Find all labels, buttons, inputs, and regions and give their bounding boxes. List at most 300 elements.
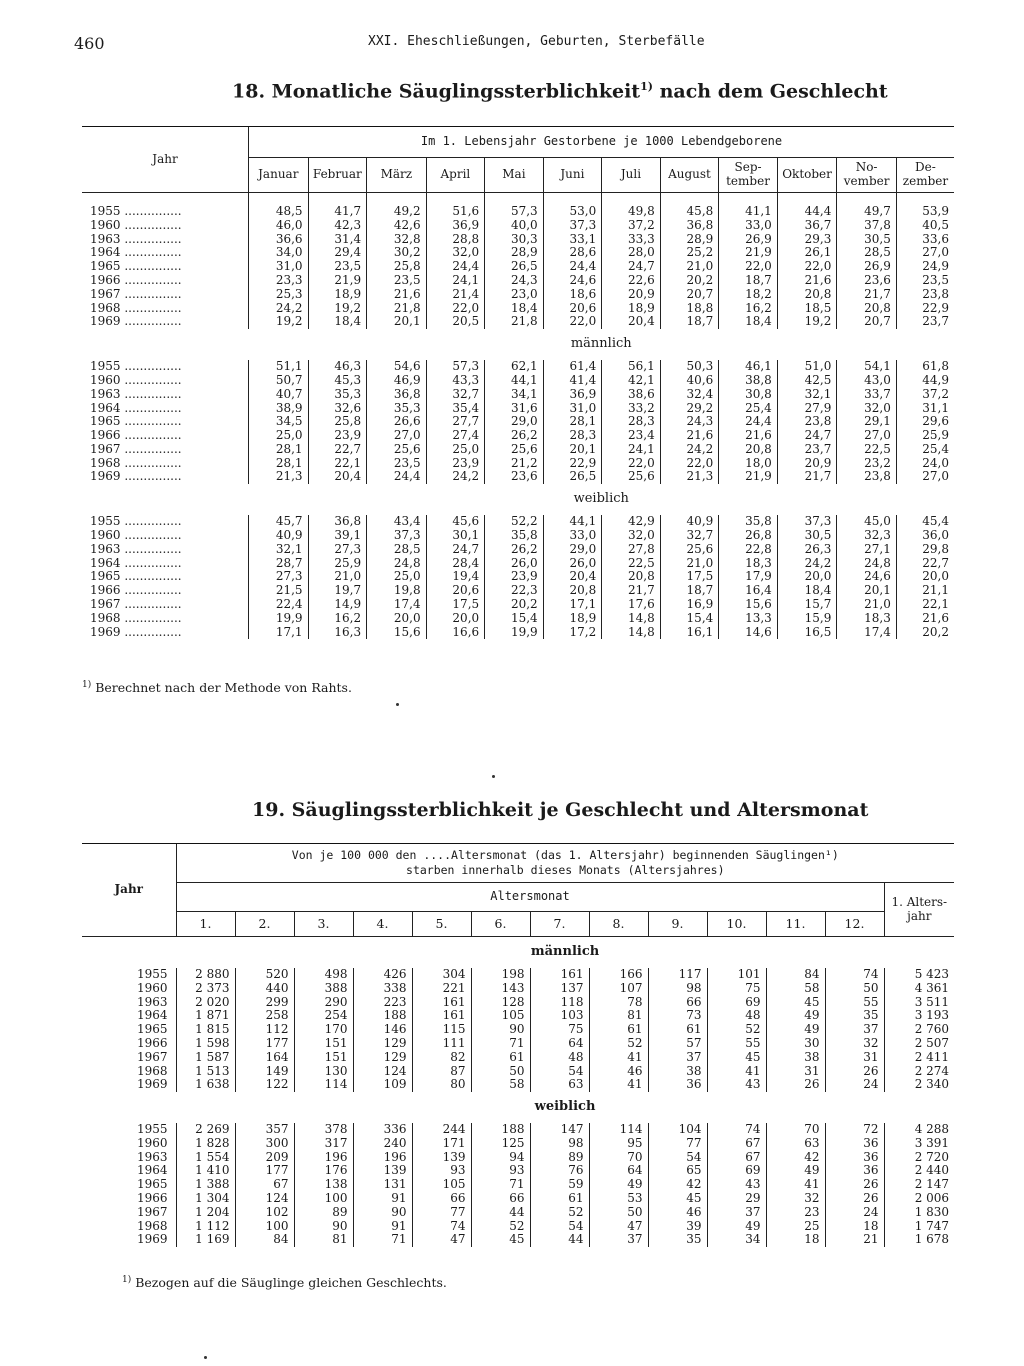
- value-cell: 46: [589, 1065, 648, 1079]
- year-cell: 1960: [136, 1135, 168, 1150]
- value-cell: 37: [589, 1233, 648, 1247]
- running-header: XXI. Eheschließungen, Geburten, Sterbefälle: [368, 34, 705, 49]
- value-cell: 23,5: [308, 260, 367, 274]
- table-row: [82, 1233, 954, 1247]
- value-cell: 54: [530, 1065, 589, 1079]
- value-cell: 57,3: [426, 360, 485, 374]
- value-cell: 30,5: [837, 233, 897, 247]
- value-cell: 28,9: [485, 246, 544, 260]
- table-row: [82, 1051, 954, 1065]
- value-cell: 21,2: [485, 457, 544, 471]
- month-header: 3.: [294, 912, 353, 937]
- year-cell: 1960 ...............: [90, 218, 182, 232]
- value-cell: 28,0: [602, 246, 661, 260]
- value-cell: 46,9: [367, 374, 427, 388]
- value-cell: 18,7: [719, 274, 778, 288]
- value-cell: 299: [235, 996, 294, 1010]
- value-cell: 21,6: [777, 274, 837, 288]
- table-row: [82, 584, 954, 598]
- value-cell: 176: [294, 1164, 353, 1178]
- year-cell: 1966: [136, 1035, 168, 1050]
- value-cell: 20,8: [543, 584, 602, 598]
- table-row: [82, 402, 954, 416]
- value-cell: 25,3: [249, 288, 309, 302]
- value-cell: 1 830: [884, 1206, 954, 1220]
- value-cell: 17,4: [367, 598, 427, 612]
- value-cell: 20,1: [543, 443, 602, 457]
- value-cell: 30,2: [367, 246, 427, 260]
- value-cell: 2 269: [176, 1123, 235, 1137]
- value-cell: 4 288: [884, 1123, 954, 1137]
- value-cell: 28,3: [543, 429, 602, 443]
- value-cell: 46,0: [249, 219, 309, 233]
- month-header: Januar: [249, 158, 309, 193]
- value-cell: 36: [825, 1151, 884, 1165]
- value-cell: 49,8: [602, 205, 661, 219]
- month-header: Juli: [602, 158, 661, 193]
- value-cell: 52: [530, 1206, 589, 1220]
- value-cell: 21,6: [719, 429, 778, 443]
- value-cell: 54,6: [367, 360, 427, 374]
- table-row: [82, 274, 954, 288]
- value-cell: 35,8: [485, 529, 544, 543]
- month-header: April: [426, 158, 485, 193]
- value-cell: 53,9: [896, 205, 954, 219]
- value-cell: 124: [353, 1065, 412, 1079]
- value-cell: 18,4: [777, 584, 837, 598]
- value-cell: 30: [766, 1037, 825, 1051]
- value-cell: 128: [471, 996, 530, 1010]
- value-cell: 130: [294, 1065, 353, 1079]
- value-cell: 20,1: [837, 584, 897, 598]
- table-row: [82, 457, 954, 471]
- value-cell: 111: [412, 1037, 471, 1051]
- value-cell: 124: [235, 1192, 294, 1206]
- value-cell: 149: [235, 1065, 294, 1079]
- value-cell: 36,7: [777, 219, 837, 233]
- value-cell: 21,3: [249, 470, 309, 484]
- value-cell: 338: [353, 982, 412, 996]
- table-row: [82, 529, 954, 543]
- value-cell: 24,4: [543, 260, 602, 274]
- value-cell: 240: [353, 1137, 412, 1151]
- table-row: [82, 360, 954, 374]
- value-cell: 32,1: [249, 543, 309, 557]
- value-cell: 71: [471, 1037, 530, 1051]
- month-header: 5.: [412, 912, 471, 937]
- value-cell: 102: [235, 1206, 294, 1220]
- value-cell: 20,9: [602, 288, 661, 302]
- value-cell: 24,0: [896, 457, 954, 471]
- value-cell: 23,9: [308, 429, 367, 443]
- value-cell: 2 020: [176, 996, 235, 1010]
- value-cell: 22,0: [543, 315, 602, 329]
- value-cell: 19,2: [308, 302, 367, 316]
- value-cell: 258: [235, 1009, 294, 1023]
- value-cell: 18,4: [485, 302, 544, 316]
- value-cell: 55: [825, 996, 884, 1010]
- value-cell: 32,8: [367, 233, 427, 247]
- value-cell: 107: [589, 982, 648, 996]
- value-cell: 61: [530, 1192, 589, 1206]
- value-cell: 43,3: [426, 374, 485, 388]
- value-cell: 196: [294, 1151, 353, 1165]
- value-cell: 357: [235, 1123, 294, 1137]
- value-cell: 37,3: [543, 219, 602, 233]
- value-cell: 23,7: [777, 443, 837, 457]
- value-cell: 22,4: [249, 598, 309, 612]
- value-cell: 35,8: [719, 515, 778, 529]
- value-cell: 81: [294, 1233, 353, 1247]
- value-cell: 45,0: [837, 515, 897, 529]
- value-cell: 37,3: [367, 529, 427, 543]
- year-cell: 1964 ...............: [90, 401, 182, 415]
- value-cell: 18,2: [719, 288, 778, 302]
- value-cell: 75: [707, 982, 766, 996]
- value-cell: 161: [412, 1009, 471, 1023]
- value-cell: 244: [412, 1123, 471, 1137]
- table-row: [82, 1192, 954, 1206]
- value-cell: 44: [471, 1206, 530, 1220]
- value-cell: 89: [530, 1151, 589, 1165]
- value-cell: 26: [825, 1192, 884, 1206]
- value-cell: 41: [589, 1078, 648, 1092]
- value-cell: 137: [530, 982, 589, 996]
- value-cell: 26,2: [485, 543, 544, 557]
- table-18-title-footnote-mark: 1): [640, 80, 653, 93]
- value-cell: 37: [648, 1051, 707, 1065]
- value-cell: 22,0: [426, 302, 485, 316]
- table-18-footnote-text: Berechnet nach der Methode von Rahts.: [91, 680, 352, 696]
- value-cell: 22,1: [896, 598, 954, 612]
- value-cell: 30,8: [719, 388, 778, 402]
- value-cell: 40,7: [249, 388, 309, 402]
- value-cell: 15,4: [485, 612, 544, 626]
- value-cell: 19,9: [249, 612, 309, 626]
- value-cell: 32,7: [660, 529, 719, 543]
- value-cell: 27,0: [367, 429, 427, 443]
- value-cell: 20,4: [602, 315, 661, 329]
- value-cell: 45: [648, 1192, 707, 1206]
- value-cell: 17,6: [602, 598, 661, 612]
- month-header: 8.: [589, 912, 648, 937]
- value-cell: 27,0: [896, 246, 954, 260]
- table-row: [82, 996, 954, 1010]
- value-cell: 21,0: [660, 260, 719, 274]
- value-cell: 317: [294, 1137, 353, 1151]
- year-cell: 1965 ...............: [90, 260, 182, 274]
- value-cell: 61,4: [543, 360, 602, 374]
- value-cell: 18,3: [837, 612, 897, 626]
- value-cell: 67: [707, 1137, 766, 1151]
- value-cell: 84: [235, 1233, 294, 1247]
- year-cell: 1955: [136, 1122, 168, 1137]
- value-cell: 25,2: [660, 246, 719, 260]
- table-row: [82, 388, 954, 402]
- value-cell: 28,3: [602, 415, 661, 429]
- value-cell: 2 411: [884, 1051, 954, 1065]
- value-cell: 24,3: [660, 415, 719, 429]
- value-cell: 23,7: [896, 315, 954, 329]
- value-cell: 50,7: [249, 374, 309, 388]
- value-cell: 45,6: [426, 515, 485, 529]
- table-19: [82, 844, 954, 1247]
- value-cell: 43,4: [367, 515, 427, 529]
- value-cell: 18,4: [308, 315, 367, 329]
- value-cell: 40,6: [660, 374, 719, 388]
- year-cell: 1969 ...............: [90, 470, 182, 484]
- value-cell: 18,6: [543, 288, 602, 302]
- table-row: [82, 543, 954, 557]
- value-cell: 51,6: [426, 205, 485, 219]
- table-18: [82, 127, 954, 639]
- value-cell: 20,4: [308, 470, 367, 484]
- month-header: De- zember: [896, 158, 954, 193]
- value-cell: 101: [707, 968, 766, 982]
- value-cell: 22,5: [602, 557, 661, 571]
- value-cell: 94: [471, 1151, 530, 1165]
- value-cell: 21: [825, 1233, 884, 1247]
- value-cell: 21,9: [719, 246, 778, 260]
- value-cell: 146: [353, 1023, 412, 1037]
- table-19-footnote-mark: 1): [122, 1275, 132, 1285]
- value-cell: 35: [825, 1009, 884, 1023]
- value-cell: 21,3: [660, 470, 719, 484]
- value-cell: 100: [294, 1192, 353, 1206]
- value-cell: 23,8: [777, 415, 837, 429]
- value-cell: 33,2: [602, 402, 661, 416]
- value-cell: 20,9: [777, 457, 837, 471]
- value-cell: 20,0: [367, 612, 427, 626]
- year-cell: 1963: [136, 994, 168, 1009]
- value-cell: 161: [530, 968, 589, 982]
- table-row: [82, 598, 954, 612]
- value-cell: 14,8: [602, 612, 661, 626]
- value-cell: 109: [353, 1078, 412, 1092]
- year-cell: 1955: [136, 966, 168, 981]
- value-cell: 45,8: [660, 205, 719, 219]
- value-cell: 20,2: [896, 626, 954, 640]
- value-cell: 118: [530, 996, 589, 1010]
- value-cell: 138: [294, 1178, 353, 1192]
- value-cell: 20,0: [896, 570, 954, 584]
- value-cell: 61: [648, 1023, 707, 1037]
- year-cell: 1969: [136, 1077, 168, 1092]
- value-cell: 51,0: [777, 360, 837, 374]
- value-cell: 2 720: [884, 1151, 954, 1165]
- value-cell: 91: [353, 1192, 412, 1206]
- value-cell: 20,2: [485, 598, 544, 612]
- value-cell: 26,5: [485, 260, 544, 274]
- value-cell: 36,8: [367, 388, 427, 402]
- value-cell: 28,5: [367, 543, 427, 557]
- value-cell: 520: [235, 968, 294, 982]
- year-cell: 1968: [136, 1063, 168, 1078]
- value-cell: 27,0: [896, 470, 954, 484]
- value-cell: 23: [766, 1206, 825, 1220]
- value-cell: 43,0: [837, 374, 897, 388]
- value-cell: 22,0: [777, 260, 837, 274]
- value-cell: 35,3: [367, 402, 427, 416]
- value-cell: 24: [825, 1206, 884, 1220]
- value-cell: 21,6: [660, 429, 719, 443]
- year-cell: 1969: [136, 1232, 168, 1247]
- value-cell: 87: [412, 1065, 471, 1079]
- table-row: [82, 246, 954, 260]
- year-cell: 1963 ...............: [90, 542, 182, 556]
- value-cell: 22,9: [896, 302, 954, 316]
- value-cell: 16,4: [719, 584, 778, 598]
- value-cell: 21,6: [367, 288, 427, 302]
- value-cell: 37,8: [837, 219, 897, 233]
- value-cell: 20,8: [777, 288, 837, 302]
- value-cell: 35: [648, 1233, 707, 1247]
- year-cell: 1964: [136, 1008, 168, 1023]
- table-18-title: [232, 80, 888, 102]
- table-19-footnote: [122, 1275, 447, 1290]
- table-row: [82, 982, 954, 996]
- month-header: 6.: [471, 912, 530, 937]
- year-header: Jahr: [82, 844, 176, 937]
- value-cell: 388: [294, 982, 353, 996]
- value-cell: 45: [766, 996, 825, 1010]
- value-cell: 22,0: [602, 457, 661, 471]
- value-cell: 90: [294, 1220, 353, 1234]
- value-cell: 26,8: [719, 529, 778, 543]
- section-label: weiblich: [534, 1099, 596, 1115]
- value-cell: 24,9: [896, 260, 954, 274]
- value-cell: 31,0: [543, 402, 602, 416]
- value-cell: 49,7: [837, 205, 897, 219]
- value-cell: 42,1: [602, 374, 661, 388]
- value-cell: 41: [766, 1178, 825, 1192]
- value-cell: 20,0: [426, 612, 485, 626]
- value-cell: 26,6: [367, 415, 427, 429]
- value-cell: 50,3: [660, 360, 719, 374]
- table-row: [82, 1037, 954, 1051]
- value-cell: 38: [648, 1065, 707, 1079]
- value-cell: 29,1: [837, 415, 897, 429]
- value-cell: 27,4: [426, 429, 485, 443]
- value-cell: 45: [471, 1233, 530, 1247]
- table-row: [82, 288, 954, 302]
- value-cell: 15,6: [719, 598, 778, 612]
- year-cell: 1955 ...............: [90, 515, 182, 529]
- value-cell: 2 507: [884, 1037, 954, 1051]
- value-cell: 90: [353, 1206, 412, 1220]
- value-cell: 304: [412, 968, 471, 982]
- value-cell: 4 361: [884, 982, 954, 996]
- value-cell: 25,9: [896, 429, 954, 443]
- value-cell: 28,1: [543, 415, 602, 429]
- value-cell: 1 112: [176, 1220, 235, 1234]
- value-cell: 24,4: [426, 260, 485, 274]
- year-cell: 1960 ...............: [90, 529, 182, 543]
- value-cell: 25,9: [308, 557, 367, 571]
- value-cell: 21,8: [485, 315, 544, 329]
- month-header: 1.: [176, 912, 235, 937]
- year-cell: 1965 ...............: [90, 570, 182, 584]
- year-cell: 1955 ...............: [90, 205, 182, 218]
- value-cell: 14,8: [602, 626, 661, 640]
- month-header: 9.: [648, 912, 707, 937]
- value-cell: 43: [707, 1078, 766, 1092]
- value-cell: 129: [353, 1051, 412, 1065]
- value-cell: 95: [589, 1137, 648, 1151]
- year-cell: 1963 ...............: [90, 232, 182, 246]
- value-cell: 18,4: [719, 315, 778, 329]
- value-cell: 19,8: [367, 584, 427, 598]
- value-cell: 17,5: [660, 570, 719, 584]
- value-cell: 47: [412, 1233, 471, 1247]
- value-cell: 54: [530, 1220, 589, 1234]
- value-cell: 32,0: [426, 246, 485, 260]
- value-cell: 32,0: [837, 402, 897, 416]
- year-cell: 1965 ...............: [90, 415, 182, 429]
- value-cell: 19,9: [485, 626, 544, 640]
- value-cell: 30,3: [485, 233, 544, 247]
- value-cell: 54,1: [837, 360, 897, 374]
- value-cell: 18,9: [308, 288, 367, 302]
- value-cell: 37,3: [777, 515, 837, 529]
- altersmonat-header: Altersmonat: [176, 883, 884, 912]
- table-row: [82, 1123, 954, 1137]
- value-cell: 98: [648, 982, 707, 996]
- value-cell: 1 828: [176, 1137, 235, 1151]
- value-cell: 103: [530, 1009, 589, 1023]
- value-cell: 20,8: [837, 302, 897, 316]
- value-cell: 122: [235, 1078, 294, 1092]
- value-cell: 74: [412, 1220, 471, 1234]
- year-cell: 1967: [136, 1049, 168, 1064]
- value-cell: 21,9: [719, 470, 778, 484]
- value-cell: 46,3: [308, 360, 367, 374]
- value-cell: 67: [707, 1151, 766, 1165]
- value-cell: 20,8: [602, 570, 661, 584]
- value-cell: 21,6: [896, 612, 954, 626]
- value-cell: 18: [825, 1220, 884, 1234]
- value-cell: 14,6: [719, 626, 778, 640]
- table-row: [82, 233, 954, 247]
- year-cell: 1968 ...............: [90, 301, 182, 315]
- value-cell: 42,6: [367, 219, 427, 233]
- value-cell: 48,5: [249, 205, 309, 219]
- value-cell: 22,9: [543, 457, 602, 471]
- value-cell: 1 587: [176, 1051, 235, 1065]
- value-cell: 69: [707, 996, 766, 1010]
- value-cell: 21,5: [249, 584, 309, 598]
- value-cell: 1 388: [176, 1178, 235, 1192]
- value-cell: 1 747: [884, 1220, 954, 1234]
- value-cell: 31,0: [249, 260, 309, 274]
- value-cell: 1 638: [176, 1078, 235, 1092]
- value-cell: 20,7: [837, 315, 897, 329]
- month-header: No- vember: [837, 158, 897, 193]
- year-cell: 1966: [136, 1191, 168, 1206]
- value-cell: 84: [766, 968, 825, 982]
- table-row: [82, 219, 954, 233]
- value-cell: 129: [353, 1037, 412, 1051]
- year-cell: 1967: [136, 1204, 168, 1219]
- value-cell: 77: [648, 1137, 707, 1151]
- value-cell: 1 169: [176, 1233, 235, 1247]
- value-cell: 164: [235, 1051, 294, 1065]
- year-cell: 1968: [136, 1218, 168, 1233]
- value-cell: 33,1: [543, 233, 602, 247]
- value-cell: 1 554: [176, 1151, 235, 1165]
- year-cell: 1969 ...............: [90, 315, 182, 329]
- value-cell: 26,5: [543, 470, 602, 484]
